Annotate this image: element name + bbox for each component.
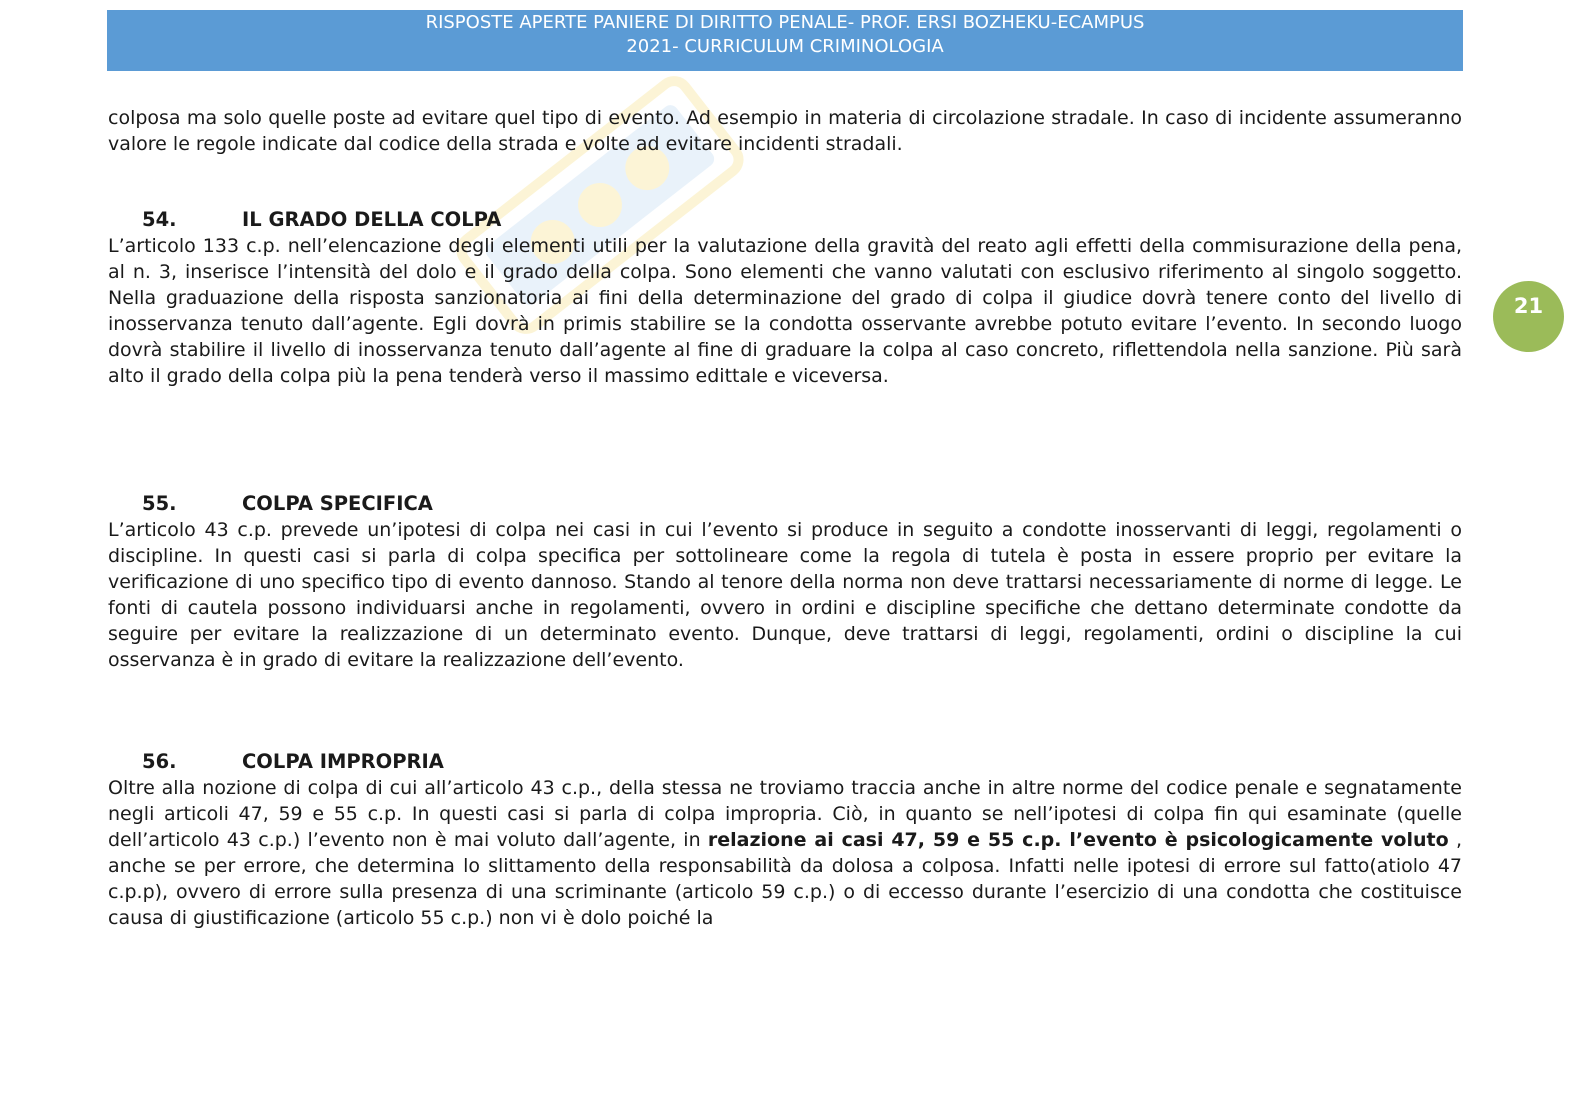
section-heading-54 <box>108 207 1462 233</box>
document-body <box>108 105 1462 931</box>
section-title: COLPA SPECIFICA <box>242 492 433 515</box>
document-header <box>107 10 1463 71</box>
section-title: COLPA IMPROPRIA <box>242 750 444 773</box>
section-number: 55. <box>142 492 177 515</box>
section-body-56-emphasis: relazione ai casi 47, 59 e 55 c.p. l’evento è psicologicamente voluto <box>707 829 1449 851</box>
section-title: IL GRADO DELLA COLPA <box>242 208 502 231</box>
intro-paragraph: colposa ma solo quelle poste ad evitare quel tipo di evento. Ad esempio in materia di circolazione stradale. In caso di incidente assumeranno valore le regole indicate dal codice della strada e volte ad evitare incidenti stradali. <box>108 107 1462 155</box>
section-body-56-continuation: , anche se per errore, che determina lo slittamento della responsabilità da dolosa a colposa. Infatti nelle ipotesi di errore sul fatto(atiolo 47 c.p.p), ovvero di errore sulla presenza di una scriminante (articolo 59 c.p.) o di eccesso durante l’esercizio di una condotta che costituisce causa di giustificazione (articolo 55 c.p.) non vi è dolo poiché la <box>108 829 1462 929</box>
section-heading-55 <box>108 491 1462 517</box>
header-title-line2: 2021- CURRICULUM CRIMINOLOGIA <box>626 36 944 57</box>
section-body-56-text: Oltre alla nozione di colpa di cui all’articolo 43 c.p., della stessa ne troviamo traccia anche in altre norme del codice penale e segnatamente negli articoli 47, 59 e 55 c.p. In questi casi si parla di colpa impropria. Ciò, in quanto se nell’ipotesi di colpa fin qui esaminate (quelle dell’articolo 43 c.p.) l’evento non è mai voluto dall’agente, in <box>108 777 1462 851</box>
section-number: 54. <box>142 208 177 231</box>
section-body-54: L’articolo 133 c.p. nell’elencazione degli elementi utili per la valutazione della gravità del reato agli effetti della commisurazione della pena, al n. 3, inserisce l’intensità del dolo e il grado della colpa. Sono elementi che vanno valutati con esclusivo riferimento al singolo soggetto. Nella graduazione della risposta sanzionatoria ai fini della determinazione del grado di colpa il giudice dovrà tenere conto del livello di inosservanza tenuto dall’agente. Egli dovrà in primis stabilire se la condotta osservante avrebbe potuto evitare l’evento. In secondo luogo dovrà stabilire il livello di inosservanza tenuto dall’agente al fine di graduare la colpa al caso concreto, riflettendola nella sanzione. Più sarà alto il grado della colpa più la pena tenderà verso il massimo edittale e viceversa. <box>108 235 1462 387</box>
section-body-55: L’articolo 43 c.p. prevede un’ipotesi di colpa nei casi in cui l’evento si produce in seguito a condotte inosservanti di leggi, regolamenti o discipline. In questi casi si parla di colpa specifica per sottolineare come la regola di tutela è posta in essere proprio per evitare la verificazione di uno specifico tipo di evento dannoso. Stando al tenore della norma non deve trattarsi necessariamente di norme di legge. Le fonti di cautela possono individuarsi anche in regolamenti, ovvero in ordini e discipline specifiche che dettano determinate condotte da seguire per evitare la realizzazione di un determinato evento. Dunque, deve trattarsi di leggi, regolamenti, ordini o discipline la cui osservanza è in grado di evitare la realizzazione dell’evento. <box>108 519 1462 671</box>
section-body-56 <box>108 775 1462 931</box>
page-number-badge: 21 <box>1493 281 1564 352</box>
header-title-line1: RISPOSTE APERTE PANIERE DI DIRITTO PENALE- PROF. ERSI BOZHEKU-ECAMPUS <box>425 12 1145 33</box>
section-number: 56. <box>142 750 177 773</box>
section-heading-56 <box>108 749 1462 775</box>
